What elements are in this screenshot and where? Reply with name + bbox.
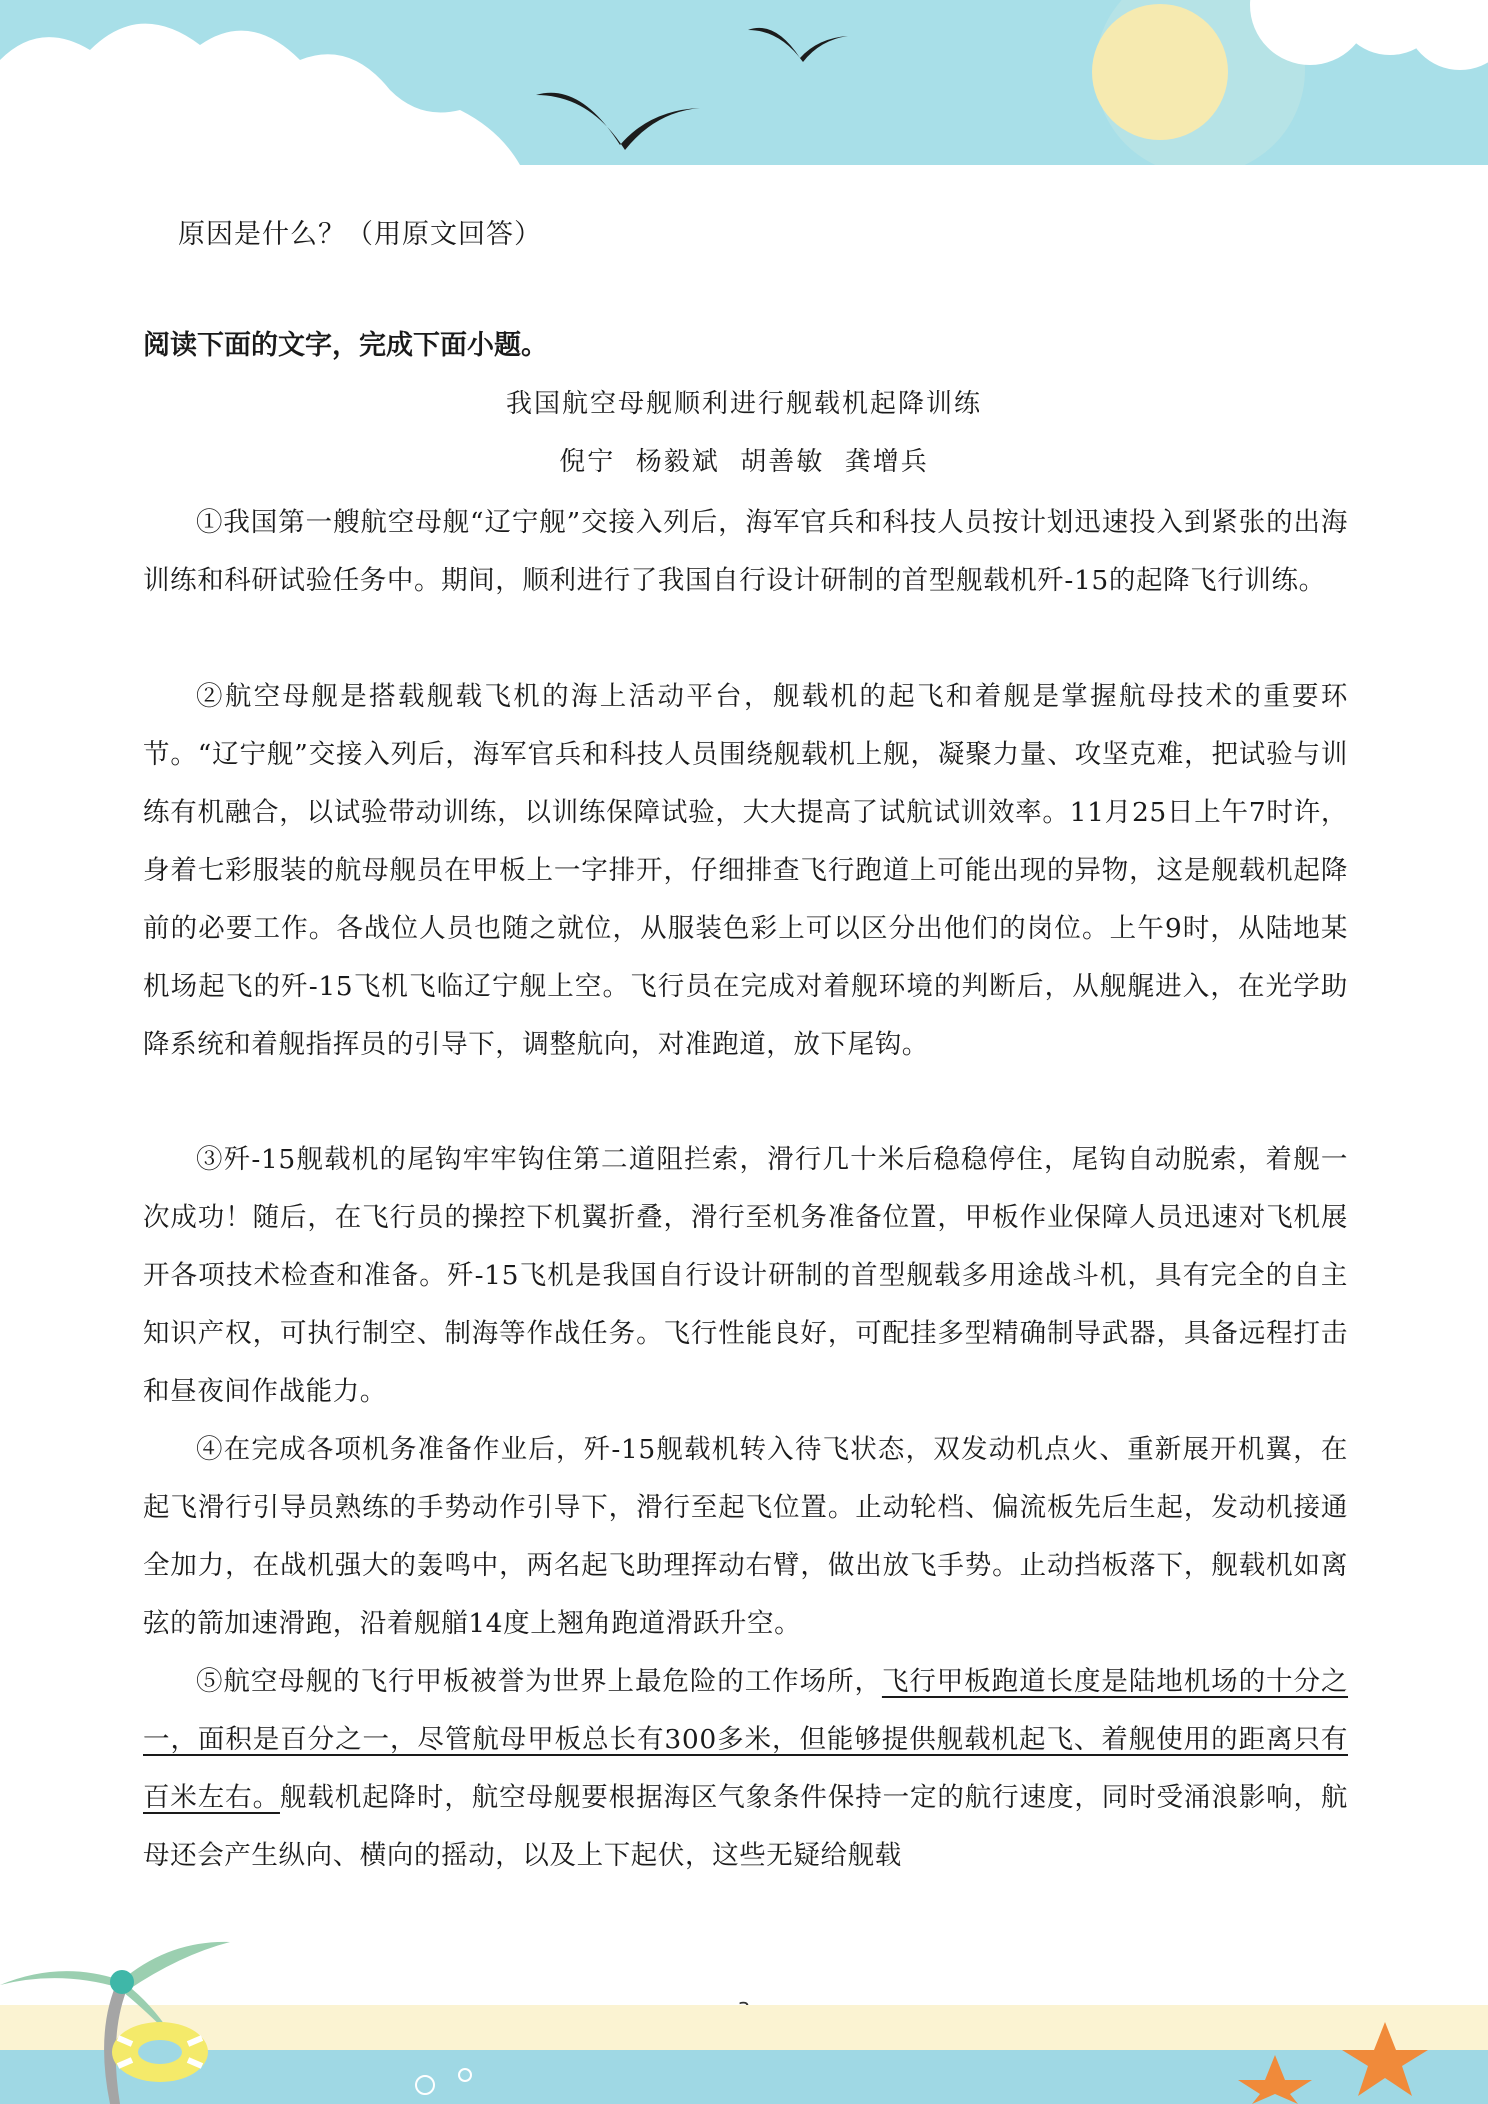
question-tail: 原因是什么？（用原文回答） xyxy=(178,219,542,250)
paragraph-4: ④在完成各项机务准备作业后，歼-15舰载机转入待飞状态，双发动机点火、重新展开机翼，在起飞滑行引导员熟练的手势动作引导下，滑行至起飞位置。止动轮档、偏流板先后生起，发动机接通全加力，在战机强大的轰鸣中，两名起飞助理挥动右臂，做出放飞手势。止动挡板落下，舰载机如离弦的箭加速滑跑，沿着舰艏14度上翘角跑道滑跃升空。 xyxy=(143,1434,1348,1639)
footer-banner xyxy=(0,1880,1488,2104)
paragraph-2: ②航空母舰是搭载舰载飞机的海上活动平台，舰载机的起飞和着舰是掌握航母技术的重要环节。“辽宁舰”交接入列后，海军官兵和科技人员围绕舰载机上舰，凝聚力量、攻坚克难，把试验与训练有机融合，以试验带动训练，以训练保障试验，大大提高了试航试训效率。11月25日上午7时许，身着七彩服装的航母舰员在甲板上一字排开，仔细排查飞行跑道上可能出现的异物，这是舰载机起降前的必要工作。各战位人员也随之就位，从服装色彩上可以区分出他们的岗位。上午9时，从陆地某机场起飞的歼-15飞机飞临辽宁舰上空。飞行员在完成对着舰环境的判断后，从舰艉进入，在光学助降系统和着舰指挥员的引导下，调整航向，对准跑道，放下尾钩。 xyxy=(143,681,1348,1060)
reading-instruction: 阅读下面的文字，完成下面小题。 xyxy=(143,330,548,361)
paragraph-5-tail: 舰载机起降时，航空母舰要根据海区气象条件保持一定的航行速度，同时受涌浪影响，航母还会产生纵向、横向的摇动，以及上下起伏，这些无疑给舰载 xyxy=(143,1782,1348,1871)
article-authors: 倪宁 杨毅斌 胡善敏 龚增兵 xyxy=(559,447,929,477)
life-ring-icon xyxy=(112,2022,208,2082)
paragraph-5 xyxy=(143,1653,1348,1885)
header-banner xyxy=(0,0,1488,175)
paragraph-1: ①我国第一艘航空母舰“辽宁舰”交接入列后，海军官兵和科技人员按计划迅速投入到紧张的出海训练和科研试验任务中。期间，顺利进行了我国自行设计研制的首型舰载机歼-15的起降飞行训练。 xyxy=(143,507,1348,596)
underlined-sentence: 飞行甲板跑道长度是陆地机场的十分之一，面积是百分之一，尽管航母甲板总长有300多米，但能够提供舰载机起飞、着舰使用的距离只有百米左右。 xyxy=(143,1666,1349,1813)
article-title: 我国航空母舰顺利进行舰载机起降训练 xyxy=(505,389,982,419)
paragraph-5-lead: ⑤航空母舰的飞行甲板被誉为世界上最危险的工作场所， xyxy=(196,1666,882,1697)
paragraph-3: ③歼-15舰载机的尾钩牢牢钩住第二道阻拦索，滑行几十米后稳稳停住，尾钩自动脱索，着舰一次成功！随后，在飞行员的操控下机翼折叠，滑行至机务准备位置，甲板作业保障人员迅速对飞机展开各项技术检查和准备。歼-15飞机是我国自行设计研制的首型舰载多用途战斗机，具有完全的自主知识产权，可执行制空、制海等作战任务。飞行性能良好，可配挂多型精确制导武器，具备远程打击和昼夜间作战能力。 xyxy=(143,1144,1348,1407)
sand-strip xyxy=(0,2005,1488,2050)
